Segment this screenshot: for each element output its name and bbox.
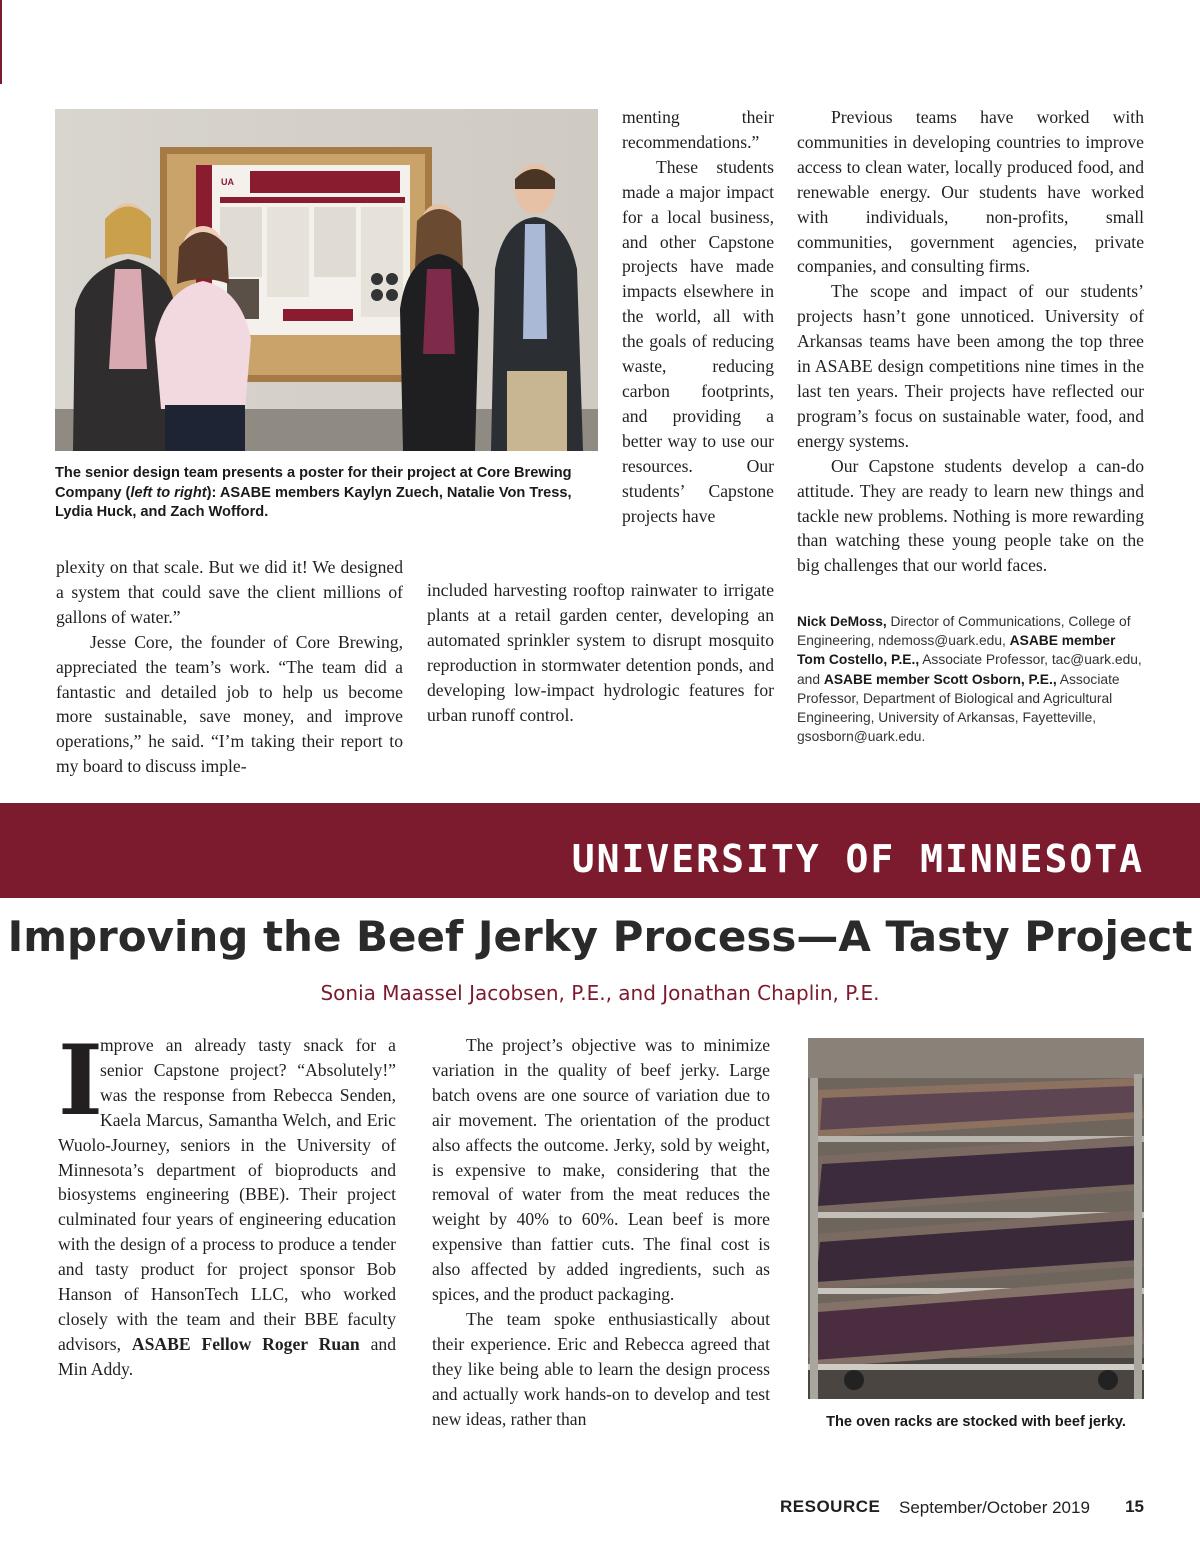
credit-text: Associate Professor, tac@uark.edu, and [797,652,1142,687]
photo-caption-team [55,464,600,523]
caption-text: The oven racks are stocked with beef jerky. [826,1414,1126,1430]
article-column-1 [58,1024,396,1382]
team-poster-photo [55,109,598,451]
team-poster-illustration [55,109,598,451]
paragraph-text: mprove an already tasty snack for a senior Capstone project? “Absolutely!” was the response from Rebecca Senden, Kaela Marcus, Samantha Welch, and Eric Wuolo-Journey, seniors in the University of Minnesota’s department of bioproducts and biosystems engineering (BBE). Their project culminated four years of engineering education with the design of a process to produce a tender and tasty product for project sponsor Bob Hanson of HansonTech LLC, who worked closely with the team and their BBE faculty advisors, [58,1035,396,1354]
top-article-column-1 [56,555,403,779]
page-footer [780,1497,1144,1517]
paragraph: The scope and impact of our students’ projects hasn’t gone unnoticed. University of Arkansas teams have been among the top three in ASABE design competitions nine times in the last ten years. Their projects have reflected our program’s focus on sustainable water, food, and energy systems. [797,281,1144,451]
jerky-racks-illustration [808,1038,1144,1399]
jerky-racks-photo [808,1038,1144,1399]
credit-text: Associate Professor, Department of Biological and Agricultural Engineering, University of Arkansas, Fayetteville, gsosborn@uark.edu. [797,671,1120,745]
caption-text-2: ): ASABE members Kaylyn Zuech, Natalie Von Tress, Lydia Huck, and Zach Wofford. [55,484,572,521]
issue-date: September/October 2019 [899,1498,1090,1517]
paragraph: Previous teams have worked with communities in developing countries to improve access to clean water, locally produced food, and renewable energy. Our students have worked with individuals, non-profits, small communities, government agencies, private companies, and consulting firms. [797,107,1144,277]
photo-caption-jerky [808,1413,1144,1433]
page-number: 15 [1125,1497,1144,1516]
paragraph: Our Capstone students develop a can-do attitude. They are ready to learn new things and tackle new problems. Nothing is more rewarding than watching these young people take on the big challenges that our world faces. [797,455,1144,576]
university-banner [0,803,1200,898]
credit-name: Nick DeMoss, [797,614,887,629]
article-column-2 [432,1033,770,1432]
bold-name: ASABE Fellow Roger Ruan [131,1333,360,1354]
banner-title: UNIVERSITY OF MINNESOTA [571,837,1144,881]
poster-logo: UA [221,177,234,187]
paragraph: The team spoke enthusiastically about their experience. Eric and Rebecca agreed that they like being able to learn the design process and actually work hands-on to develop and test new ideas, rather than [432,1308,770,1429]
paragraph: These students made a major impact for a local business, and other Capstone projects have made impacts elsewhere in the world, all with the goals of reducing waste, reducing carbon footprints, and providing a better way to use our resources. Our students’ Capstone projects have [622,156,774,526]
paragraph: plexity on that scale. But we did it! We designed a system that could save the client millions of gallons of water.” [56,557,403,627]
paragraph: Jesse Core, the founder of Core Brewing, appreciated the team’s work. “The team did a fantastic and detailed job to help us become more sustainable, save money, and improve operations,” he said. “I’m taking their report to my board to discuss imple- [56,631,403,777]
credit-name: ASABE member Scott Osborn, P.E., [823,671,1057,687]
paragraph: included harvesting rooftop rainwater to irrigate plants at a retail garden center, developing an automated sprinkler system to disrupt mosquito reproduction in stormwater detention ponds, and developing low-impact hydrologic features for urban runoff control. [427,580,774,725]
credit-name: ASABE member Tom Costello, P.E., [797,633,1116,668]
magazine-name: RESOURCE [780,1497,881,1516]
paragraph: menting their recommendations.” [622,107,774,152]
top-article-column-2-continued [427,578,774,727]
drop-cap: I [58,1024,103,1137]
caption-italic: left to right [130,484,207,501]
paragraph: The project’s objective was to minimize variation in the quality of beef jerky. Large batch ovens are one source of variation due to air movement. The orientation of the product also affects the outcome. Jerky, sold by weight, is expensive to make, considering that the removal of water from the meat reduces the weight by 40% to 60%. Lean beef is more expensive than fattier cuts. The final cost is also affected by added ingredients, such as spices, and the product packaging. [432,1035,770,1305]
author-credits [797,612,1147,746]
credit-text: Director of Communications, College of Engineering, ndemoss@uark.edu, [797,614,1131,649]
paragraph-text: and Min Addy. [58,1333,396,1379]
article-headline: Improving the Beef Jerky Process—A Tasty Project [7,912,1193,961]
page-edge-marker [0,0,2,84]
caption-text-1: The senior design team presents a poster for their project at Core Brewing Company ( [55,465,572,501]
article-byline: Sonia Maassel Jacobsen, P.E., and Jonathan Chaplin, P.E. [320,981,880,1005]
top-article-column-2 [622,105,774,528]
top-article-column-3 [797,105,1144,578]
